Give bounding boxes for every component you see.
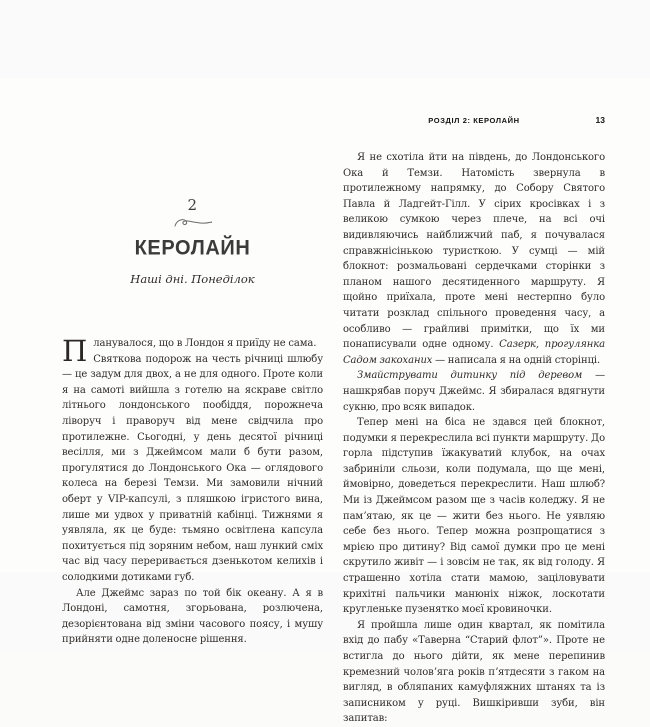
- paragraph: [62, 586, 323, 648]
- drop-cap: П: [62, 334, 88, 368]
- right-page-body: [343, 150, 605, 727]
- paragraph-text: Я пройшла лише один квартал, як помітила вхід до пабу «Таверна “Старий флот”». Проте не встигла до нього дійти, як мене перепинив кремезний чоловʼяга років пʼятдесяти з гаком на вигляд, в обляпаних камуфляжних штанях та із записником у руці. Вишкіривши зуби, він запитав:: [343, 619, 605, 725]
- running-header-row: [343, 116, 605, 128]
- paragraph-text: — написала я на одній сторінці.: [432, 354, 601, 366]
- paragraph: [62, 336, 323, 586]
- running-header: РОЗДІЛ 2: КЕРОЛАЙН: [428, 116, 520, 125]
- paragraph-text: — нашкрябав поруч Джеймс. Я збиралася вдягнути сукню, про всяк випадок.: [343, 370, 605, 413]
- chapter-number: 2: [187, 196, 198, 214]
- right-page: [343, 116, 605, 727]
- chapter-head: [62, 196, 323, 286]
- paragraph: [343, 618, 605, 727]
- left-page-body: [62, 336, 323, 648]
- paragraph: [343, 415, 605, 618]
- paragraph-text: Але Джеймс зараз по той бік океану. А я в Лондоні, самотня, згорьована, розлючена, дезорієнтована від зміни часового поясу, і мушу прийняти одне доленосне рішення.: [62, 587, 323, 646]
- paragraph-text-italic: Змайструвати дитинку під деревом: [357, 370, 583, 382]
- paragraph-text: Я не схотіла йти на південь, до Лондонського Ока й Темзи. Натомість звернула в протилежному напрямку, до Собору Святого Павла й Ладгейт-Гілл. У сірих кросівках і з великою сумкою через плече, на всі очі видивляючись найближчий паб, я почувалася справжнісінькою туристкою. У сумці — мій блокнот: розмальовані сердечками сторінки з планом нашого десятиденного маршруту. Я щойно приїхала, проте мені нестерпно було читати розклад спільного проведення часу, а особливо — грайливі примітки, що їх ми понаписували одне одному.: [343, 152, 605, 351]
- paragraph-text: ланувалося, що в Лондон я приїду не сама.: [93, 338, 317, 349]
- paragraph: [343, 150, 605, 368]
- chapter-title: КЕРОЛАЙН: [134, 236, 251, 260]
- left-page: [62, 100, 323, 648]
- paragraph-text-italic: Сазерк, прогулянка Садом закоханих: [343, 339, 605, 366]
- paragraph: [343, 368, 605, 415]
- flourish-icon: [173, 216, 213, 229]
- paragraph-text: Святкова подорож на честь річниці шлюбу — це задум для двох, а не для одного. Проте коли я на самоті вийшла з готелю на яскраве світло літнього лондонського пообіддя, порожнеча ліворуч і праворуч від мене свідчила про протилежне. Сьогодні, у день десятої річниці весілля, ми з Джеймсом мали б бути разом, прогулятися до Лондонського Ока — оглядового колеса на березі Темзи. Ми замовили нічний оберт у VIP-капсулі, з пляшкою ігристого вина, лише ми удвох у приватній кабінці. Тижнями я уявляла, як це буде: тьмяно освітлена капсула похитується під зоряним небом, наш лункий сміх час від часу переривається дзенькотом келихів і солодкими дотиками губ.: [62, 353, 323, 583]
- paragraph-text: Тепер мені на біса не здався цей блокнот, подумки я перекреслила всі пункти маршруту. До горла підступив їжакуватий клубок, на очах забриніли сльози, коли подумала, що ще мені, ймовірно, доведеться перекреслити. Наш шлюб? Ми із Джеймсом разом ще з часів коледжу. Я не памʼятаю, як це — жити без нього. Не уявляю себе без нього. Тепер можна розпрощатися з мрією про дитину? Від самої думки про це мені скрутило живіт — і зовсім не так, як від голоду. Я страшенно хотіла стати мамою, заціловувати крихітні пальчики манюніх ніжок, лоскотати кругленьке пузенятко моєї кровиночки.: [343, 417, 605, 616]
- chapter-subtitle: Наші дні. Понеділок: [130, 272, 255, 286]
- page-number: 13: [595, 115, 605, 125]
